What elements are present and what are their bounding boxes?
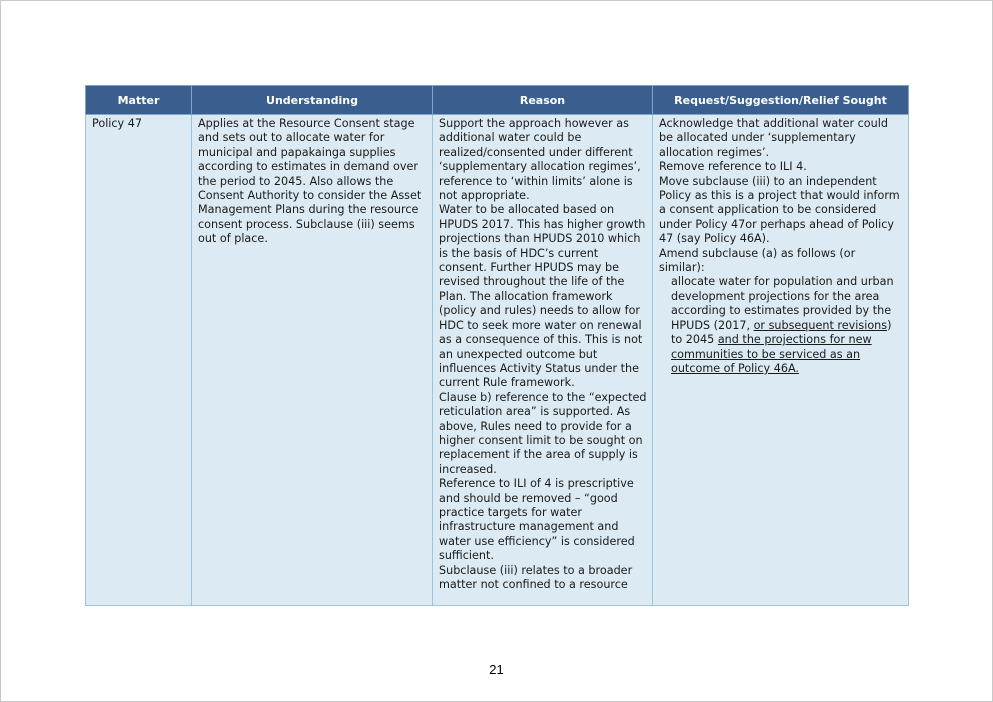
- cell-matter: [86, 115, 192, 606]
- reason-paragraph: Reference to ILI of 4 is prescriptive and should be removed – “good practice targets for water infrastructure management and water use efficiency” is considered sufficient.: [439, 477, 635, 563]
- header-understanding: Understanding: [192, 86, 433, 115]
- understanding-text: Applies at the Resource Consent stage and sets out to allocate water for municipal and papakainga supplies according to estimates in demand over the period to 2045. Also allows the Consent Authority to consider the Asset Management Plans during the resource consent process. Subclause (iii) seems out of place.: [198, 117, 422, 246]
- inserted-text: and the projections for new communities to be serviced as an outcome of Policy 46A.: [671, 333, 872, 375]
- cell-understanding: [192, 115, 433, 606]
- request-paragraph: Acknowledge that additional water could be allocated under ‘supplementary allocation regimes’.: [659, 117, 888, 159]
- request-paragraph: Move subclause (iii) to an independent Policy as this is a project that would inform a consent application to be considered under Policy 47or perhaps ahead of Policy 47 (say Policy 46A).: [659, 174, 900, 246]
- request-paragraph: Amend subclause (a) as follows (or similar):: [659, 246, 856, 275]
- table-row: [86, 115, 909, 606]
- reason-paragraph: Subclause (iii) relates to a broader matter not confined to a resource: [439, 563, 633, 591]
- reason-paragraph: Support the approach however as additional water could be realized/consented under different ‘supplementary allocation regimes’, reference to ‘within limits’ alone is not appropriate.: [439, 117, 641, 203]
- inserted-text: or subsequent revisions: [753, 318, 888, 332]
- amendment-text: [659, 275, 903, 376]
- reason-paragraph: Water to be allocated based on HPUDS 2017. This has higher growth projections than HPUDS 2010 which is the basis of HDC’s current consent. Further HPUDS may be revised throughout the life of the Plan. The allocation framework (policy and rules) needs to allow for HDC to seek more water on renewal as a consequence of this. This is not an unexpected outcome but influences Activity Status under the current Rule framework.: [439, 203, 646, 390]
- matter-text: Policy 47: [92, 117, 142, 130]
- amendment-part: ) to 2045: [671, 318, 892, 347]
- cell-request: [653, 115, 909, 606]
- header-reason: Reason: [433, 86, 653, 115]
- table-header-row: [86, 86, 909, 115]
- header-matter: Matter: [86, 86, 192, 115]
- submission-table: [85, 85, 909, 606]
- page-number: 21: [489, 662, 504, 677]
- request-paragraph: Remove reference to ILI 4.: [659, 160, 807, 174]
- cell-reason: [433, 115, 653, 606]
- reason-paragraph: Clause b) reference to the “expected reticulation area” is supported. As above, Rules need to provide for a higher consent limit to be sought on replacement if the area of supply is increased.: [439, 390, 647, 476]
- amendment-part: allocate water for population and urban development projections for the area according to estimates provided by the HPUDS (2017,: [671, 275, 894, 332]
- header-request: Request/Suggestion/Relief Sought: [653, 86, 909, 115]
